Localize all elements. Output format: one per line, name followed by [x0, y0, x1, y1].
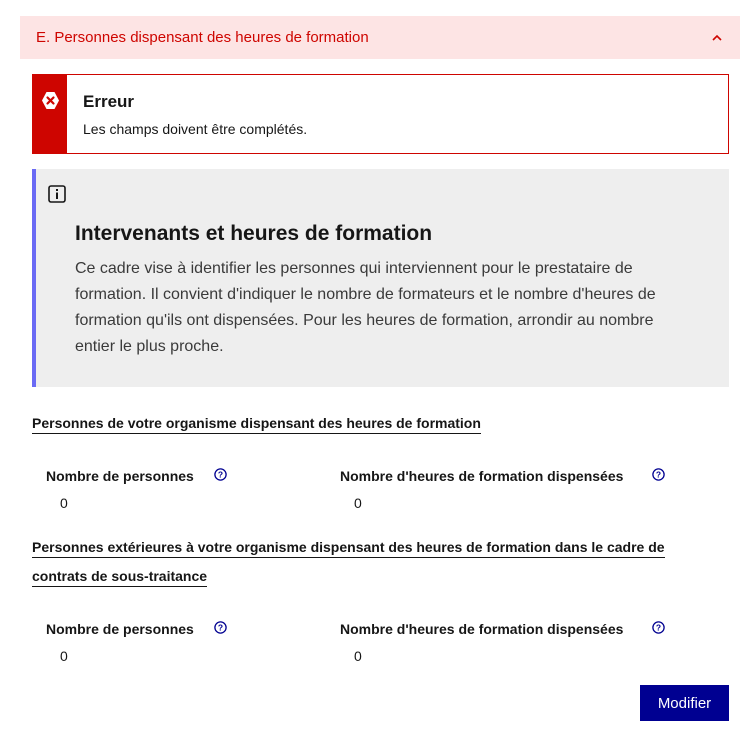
callout-title: Intervenants et heures de formation [75, 222, 433, 245]
svg-text:?: ? [655, 469, 662, 480]
section-internal-title-text: Personnes de votre organisme dispensant des heures de formation [32, 415, 481, 434]
error-alert-title: Erreur [83, 92, 135, 111]
internal-hours-label: Nombre d'heures de formation dispensées [340, 468, 624, 484]
question-circle-icon[interactable] [652, 621, 665, 634]
callout-text: Ce cadre vise à identifier les personnes qui interviennent pour le prestataire de formation. Il convient d'indiquer le nombre de formateurs et le nombre d'heures de formation qu'ils ont dispensées. Pour les heures de formation, arrondir au nombre entier le plus proche. [75, 260, 656, 355]
svg-text:?: ? [217, 622, 224, 633]
external-hours-label: Nombre d'heures de formation dispensées [340, 621, 624, 637]
external-persons-value: 0 [60, 648, 68, 664]
error-icon [41, 91, 60, 110]
question-circle-icon[interactable] [652, 468, 665, 481]
svg-text:?: ? [655, 622, 662, 633]
info-icon [48, 185, 66, 203]
section-external-title-text: Personnes extérieures à votre organisme dispensant des heures de formation dans le cadre de contrats de sous-traitance [32, 539, 665, 587]
section-internal-title [32, 409, 712, 438]
chevron-up-icon[interactable] [710, 31, 724, 45]
info-callout [32, 169, 729, 387]
accordion-title: E. Personnes dispensant des heures de formation [36, 29, 369, 46]
external-hours-value: 0 [354, 648, 362, 664]
external-persons-label: Nombre de personnes [46, 621, 194, 637]
modify-button[interactable]: Modifier [640, 685, 729, 721]
accordion-header[interactable] [20, 16, 740, 59]
section-external-title [32, 533, 712, 591]
internal-persons-value: 0 [60, 495, 68, 511]
svg-text:?: ? [217, 469, 224, 480]
question-circle-icon[interactable] [214, 468, 227, 481]
internal-hours-value: 0 [354, 495, 362, 511]
error-alert-bar [33, 75, 67, 153]
error-alert-description: Les champs doivent être complétés. [83, 121, 308, 137]
error-alert [32, 74, 729, 154]
question-circle-icon[interactable] [214, 621, 227, 634]
internal-persons-label: Nombre de personnes [46, 468, 194, 484]
